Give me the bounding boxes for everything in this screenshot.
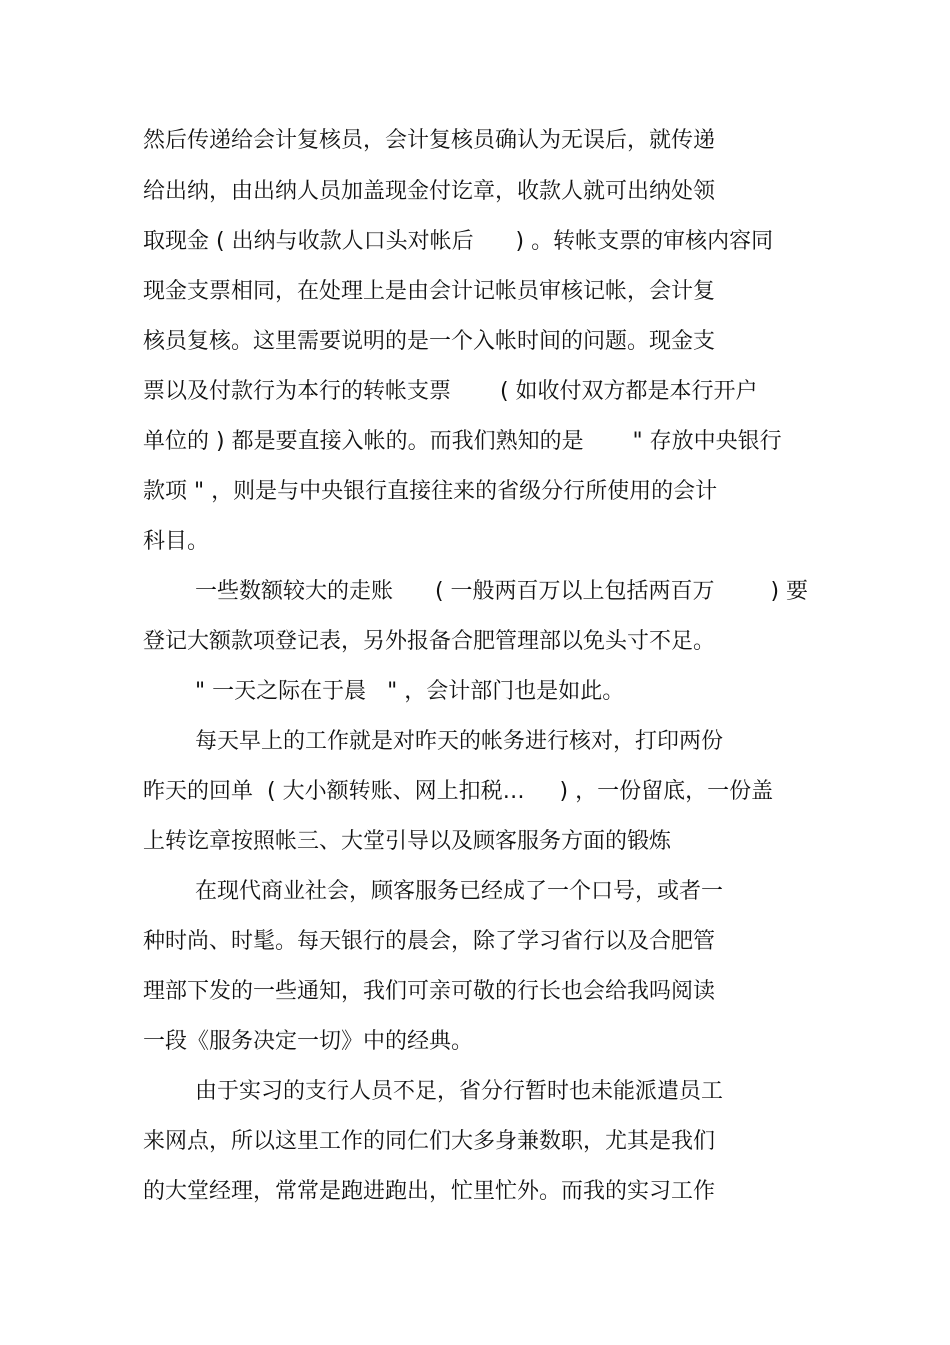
text-line-10: 一些数额较大的走账 ( 一般两百万以上包括两百万 ) 要 [195,579,809,604]
text-line-20: 由于实习的支行人员不足，省分行暂时也未能派遣员工 [195,1079,724,1104]
text-line-22: 的大堂经理，常常是跑进跑出，忙里忙外。而我的实习工作 [143,1179,716,1204]
text-line-21: 来网点，所以这里工作的同仁们大多身兼数职，尤其是我们 [143,1129,716,1154]
text-line-8: 款项 " ，则是与中央银行直接往来的省级分行所使用的会计 [143,479,718,504]
text-line-6: 票以及付款行为本行的转帐支票 ( 如收付双方都是本行开户 [143,379,758,404]
text-line-13: 每天早上的工作就是对昨天的帐务进行核对，打印两份 [195,729,724,754]
text-line-19: 一段《服务决定一切》中的经典。 [143,1029,474,1054]
text-line-1: 然后传递给会计复核员，会计复核员确认为无误后，就传递 [143,128,716,153]
text-line-11: 登记大额款项登记表，另外报备合肥管理部以免头寸不足。 [143,629,716,654]
text-line-17: 种时尚、时髦。每天银行的晨会，除了学习省行以及合肥管 [143,929,716,954]
text-line-7: 单位的 ) 都是要直接入帐的。而我们熟知的是 " 存放中央银行 [143,429,782,454]
text-line-18: 理部下发的一些通知，我们可亲可敬的行长也会给我吗阅读 [143,979,716,1004]
text-line-12: " 一天之际在于晨 " ，会计部门也是如此。 [195,679,625,704]
text-line-3: 取现金 ( 出纳与收款人口头对帐后 ) 。转帐支票的审核内容同 [143,229,774,254]
text-line-4: 现金支票相同，在处理上是由会计记帐员审核记帐，会计复 [143,279,716,304]
text-line-9: 科目。 [143,529,210,554]
text-line-2: 给出纳，由出纳人员加盖现金付讫章，收款人就可出纳处领 [143,179,716,204]
text-line-15: 上转讫章按照帐三、大堂引导以及顾客服务方面的锻炼 [143,829,672,854]
text-line-16: 在现代商业社会，顾客服务已经成了一个口号，或者一 [195,879,724,904]
text-line-14: 昨天的回单 ( 大小额转账、网上扣税… ) ，一份留底，一份盖 [143,779,774,804]
text-line-5: 核员复核。这里需要说明的是一个入帐时间的问题。现金支 [143,329,716,354]
